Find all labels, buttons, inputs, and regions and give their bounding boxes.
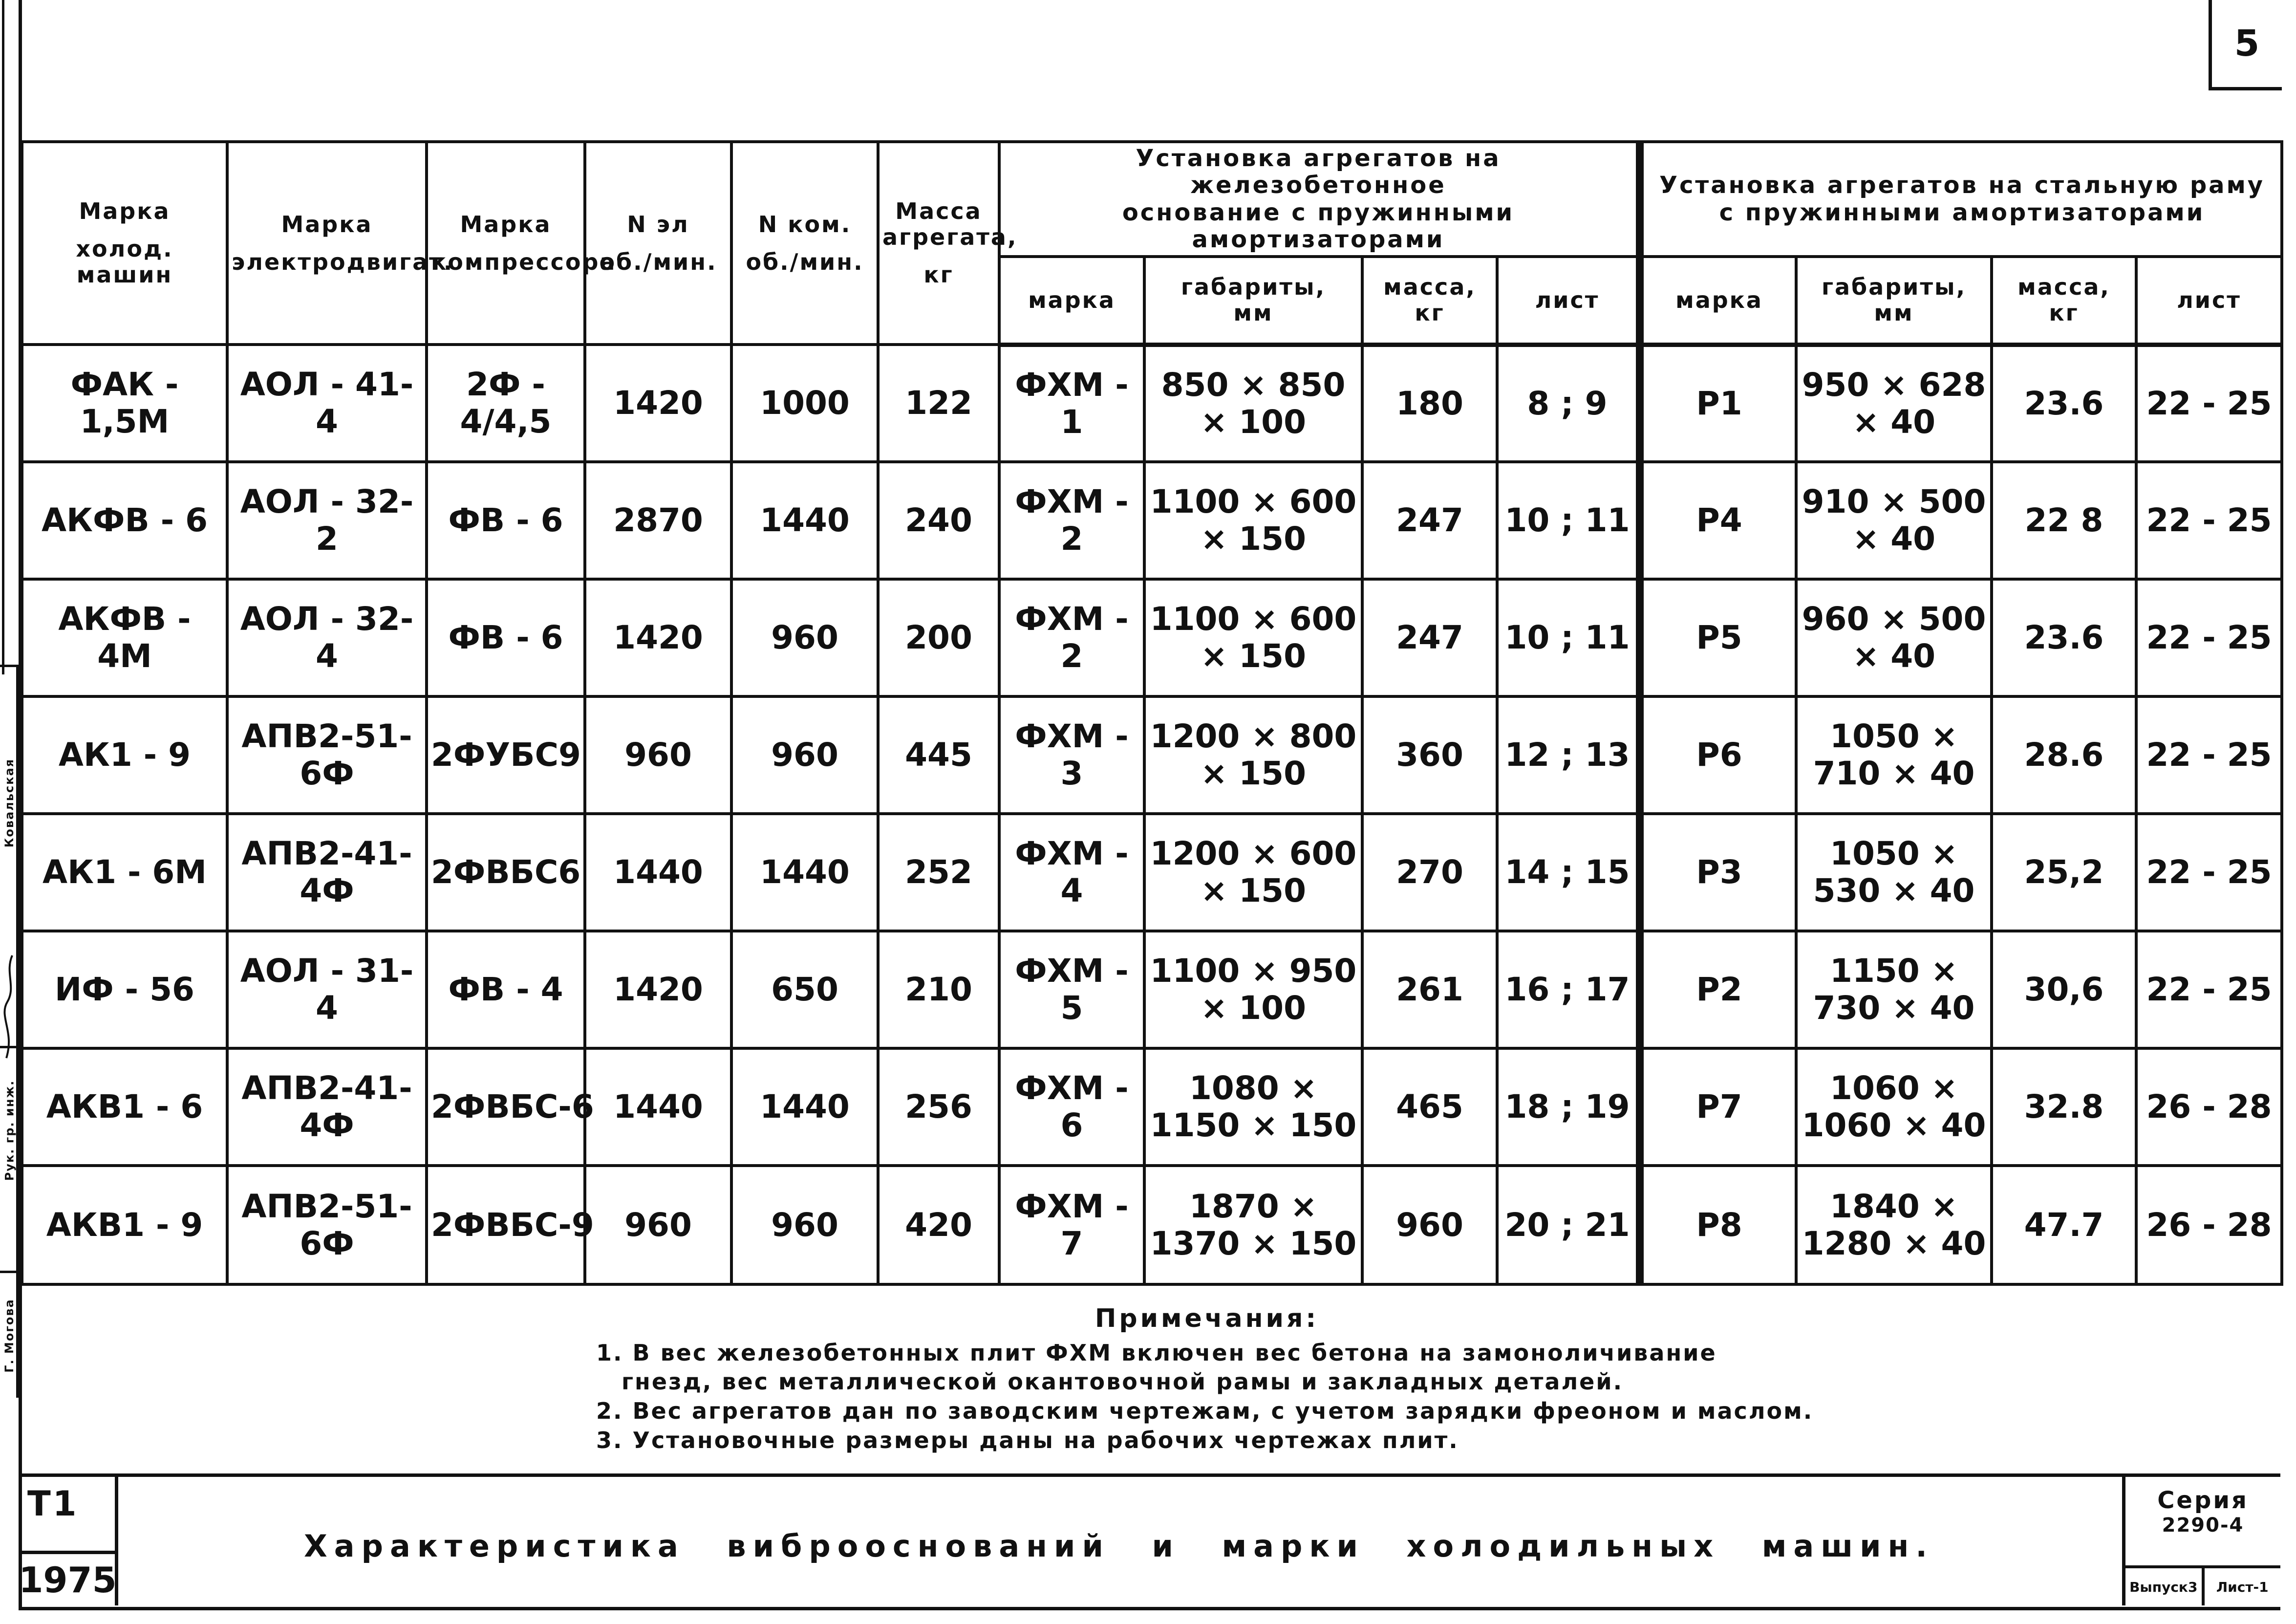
side-roles: Рук. гр. инж. — [2, 1080, 16, 1181]
subheader-concrete-mass: масса, кг — [1362, 257, 1497, 345]
side-approver: Г. Могова — [2, 1298, 17, 1373]
cell-n-el: 1420 — [585, 579, 731, 696]
header-brand-motor: Марка электродвигат. — [227, 142, 427, 345]
cell-compressor: ФВ - 4 — [427, 931, 585, 1048]
cell-concrete-dims: 1200 × 800 × 150 — [1144, 696, 1362, 814]
cell-mass: 252 — [878, 814, 999, 931]
cell-n-com: 960 — [731, 696, 878, 814]
cell-steel-brand: Р6 — [1640, 696, 1796, 814]
issue-sheet-row — [2125, 1565, 2280, 1605]
cell-mass: 420 — [878, 1166, 999, 1284]
cell-concrete-sheet: 18 ; 19 — [1497, 1048, 1640, 1166]
header-n-com: N ком. об./мин. — [731, 142, 878, 345]
cell-steel-brand: Р5 — [1640, 579, 1796, 696]
cell-steel-brand: Р2 — [1640, 931, 1796, 1048]
cell-concrete-sheet: 8 ; 9 — [1497, 345, 1640, 462]
subheader-concrete-dimensions: габариты, мм — [1144, 257, 1362, 345]
series-label: Серия — [2157, 1487, 2249, 1514]
cell-compressor: ФВ - 6 — [427, 462, 585, 579]
cell-steel-sheet: 22 - 25 — [2136, 696, 2282, 814]
cell-steel-mass: 22 8 — [1992, 462, 2136, 579]
cell-concrete-mass: 261 — [1362, 931, 1497, 1048]
cell-machine: АК1 - 6М — [22, 814, 227, 931]
cell-machine: АКВ1 - 9 — [22, 1166, 227, 1284]
cell-mass: 240 — [878, 462, 999, 579]
cell-steel-brand: Р1 — [1640, 345, 1796, 462]
cell-steel-mass: 30,6 — [1992, 931, 2136, 1048]
cell-compressor: 2ФВБС6 — [427, 814, 585, 931]
drawing-title: Характеристика виброоснований и марки холодильных машин. — [304, 1528, 1934, 1564]
cell-mass: 122 — [878, 345, 999, 462]
cell-steel-brand: Р7 — [1640, 1048, 1796, 1166]
issue-label: Выпуск3 — [2129, 1579, 2198, 1595]
cell-n-com: 1440 — [731, 814, 878, 931]
cell-n-el: 1420 — [585, 931, 731, 1048]
cell-steel-dims: 1050 × 530 × 40 — [1796, 814, 1992, 931]
characteristics-table — [21, 140, 2283, 1286]
cell-steel-mass: 25,2 — [1992, 814, 2136, 931]
cell-steel-mass: 23.6 — [1992, 579, 2136, 696]
cell-concrete-sheet: 14 ; 15 — [1497, 814, 1640, 931]
notes-block — [596, 1302, 1818, 1455]
cell-n-el: 1440 — [585, 1048, 731, 1166]
cell-concrete-mass: 270 — [1362, 814, 1497, 931]
cell-machine: ИФ - 56 — [22, 931, 227, 1048]
cell-machine: АКФВ - 4М — [22, 579, 227, 696]
cell-motor: АПВ2-51-6Ф — [227, 1166, 427, 1284]
cell-n-el: 1440 — [585, 814, 731, 931]
cell-motor: АОЛ - 41- 4 — [227, 345, 427, 462]
cell-concrete-mass: 465 — [1362, 1048, 1497, 1166]
cell-concrete-mass: 360 — [1362, 696, 1497, 814]
cell-machine: АКФВ - 6 — [22, 462, 227, 579]
cell-concrete-brand: ФХМ - 6 — [999, 1048, 1144, 1166]
subheader-steel-mass: масса, кг — [1992, 257, 2136, 345]
cell-n-el: 2870 — [585, 462, 731, 579]
cell-steel-sheet: 22 - 25 — [2136, 931, 2282, 1048]
cell-steel-mass: 28.6 — [1992, 696, 2136, 814]
side-roles-cell — [0, 1046, 19, 1212]
cell-n-com: 960 — [731, 1166, 878, 1284]
cell-steel-sheet: 22 - 25 — [2136, 462, 2282, 579]
table-row — [22, 814, 2282, 931]
cell-mass: 256 — [878, 1048, 999, 1166]
cell-mass: 445 — [878, 696, 999, 814]
subheader-steel-sheet: лист — [2136, 257, 2282, 345]
page-number: 5 — [2209, 0, 2282, 90]
signature-mark — [2, 953, 17, 1061]
note-line: 3. Установочные размеры даны на рабочих чертежах плит. — [596, 1427, 1459, 1453]
cell-steel-mass: 23.6 — [1992, 345, 2136, 462]
note-line: 2. Вес агрегатов дан по заводским чертежам, с учетом зарядки фреоном и маслом. — [596, 1398, 1814, 1425]
table-row — [22, 931, 2282, 1048]
cell-concrete-brand: ФХМ - 2 — [999, 579, 1144, 696]
cell-compressor: 2ФВБС-9 — [427, 1166, 585, 1284]
cell-concrete-brand: ФХМ - 7 — [999, 1166, 1144, 1284]
cell-n-el: 960 — [585, 696, 731, 814]
cell-concrete-brand: ФХМ - 5 — [999, 931, 1144, 1048]
cell-steel-mass: 47.7 — [1992, 1166, 2136, 1284]
cell-n-com: 650 — [731, 931, 878, 1048]
drawing-code: Т1 — [27, 1484, 79, 1524]
cell-steel-sheet: 26 - 28 — [2136, 1048, 2282, 1166]
cell-steel-mass: 32.8 — [1992, 1048, 2136, 1166]
cell-concrete-sheet: 20 ; 21 — [1497, 1166, 1640, 1284]
cell-compressor: 2ФУБС9 — [427, 696, 585, 814]
subheader-steel-brand: марка — [1640, 257, 1796, 345]
title-block-code — [21, 1477, 118, 1605]
cell-motor: АПВ2-41-4Ф — [227, 1048, 427, 1166]
table-row — [22, 579, 2282, 696]
cell-steel-dims: 1840 × 1280 × 40 — [1796, 1166, 1992, 1284]
cell-n-com: 1000 — [731, 345, 878, 462]
cell-concrete-mass: 247 — [1362, 462, 1497, 579]
cell-compressor: 2Ф - 4/4,5 — [427, 345, 585, 462]
cell-mass: 200 — [878, 579, 999, 696]
header-group-steel: Установка агрегатов на стальную раму с пружинными амортизаторами — [1640, 142, 2282, 257]
note-line: 1. В вес железобетонных плит ФХМ включен вес бетона на замоноличивание — [596, 1339, 1717, 1366]
cell-concrete-brand: ФХМ - 4 — [999, 814, 1144, 931]
table-row — [22, 462, 2282, 579]
cell-n-el: 960 — [585, 1166, 731, 1284]
cell-concrete-dims: 1100 × 950 × 100 — [1144, 931, 1362, 1048]
cell-n-com: 1440 — [731, 1048, 878, 1166]
subheader-concrete-brand: марка — [999, 257, 1144, 345]
side-author: Ковальская — [2, 758, 16, 847]
cell-n-com: 1440 — [731, 462, 878, 579]
cell-steel-dims: 1050 × 710 × 40 — [1796, 696, 1992, 814]
cell-compressor: ФВ - 6 — [427, 579, 585, 696]
table-row — [22, 696, 2282, 814]
cell-concrete-brand: ФХМ - 1 — [999, 345, 1144, 462]
cell-concrete-mass: 960 — [1362, 1166, 1497, 1284]
cell-mass: 210 — [878, 931, 999, 1048]
header-n-el: N эл об./мин. — [585, 142, 731, 345]
side-author-cell — [0, 665, 19, 938]
title-block — [21, 1473, 2280, 1605]
cell-concrete-sheet: 10 ; 11 — [1497, 462, 1640, 579]
table-row — [22, 1048, 2282, 1166]
cell-machine: АКВ1 - 6 — [22, 1048, 227, 1166]
cell-concrete-dims: 1870 × 1370 × 150 — [1144, 1166, 1362, 1284]
cell-steel-brand: Р3 — [1640, 814, 1796, 931]
cell-steel-sheet: 22 - 25 — [2136, 345, 2282, 462]
table-row — [22, 345, 2282, 462]
cell-motor: АПВ2-41-4Ф — [227, 814, 427, 931]
cell-concrete-dims: 1200 × 600 × 150 — [1144, 814, 1362, 931]
side-approver-cell — [0, 1271, 19, 1398]
cell-concrete-sheet: 16 ; 17 — [1497, 931, 1640, 1048]
cell-concrete-sheet: 10 ; 11 — [1497, 579, 1640, 696]
cell-motor: АПВ2-51-6Ф — [227, 696, 427, 814]
header-brand-machine: Марка холод. машин — [22, 142, 227, 345]
cell-n-com: 960 — [731, 579, 878, 696]
cell-machine: ФАК - 1,5М — [22, 345, 227, 462]
cell-concrete-brand: ФХМ - 3 — [999, 696, 1144, 814]
cell-machine: АК1 - 9 — [22, 696, 227, 814]
cell-n-el: 1420 — [585, 345, 731, 462]
cell-steel-brand: Р8 — [1640, 1166, 1796, 1284]
drawing-year: 1975 — [21, 1551, 115, 1605]
series-number: 2290-4 — [2162, 1514, 2244, 1537]
cell-motor: АОЛ - 32-2 — [227, 462, 427, 579]
cell-concrete-brand: ФХМ - 2 — [999, 462, 1144, 579]
cell-concrete-mass: 180 — [1362, 345, 1497, 462]
cell-steel-sheet: 26 - 28 — [2136, 1166, 2282, 1284]
cell-motor: АОЛ - 31-4 — [227, 931, 427, 1048]
header-brand-compressor: Марка компрессора — [427, 142, 585, 345]
subheader-steel-dimensions: габариты, мм — [1796, 257, 1992, 345]
cell-compressor: 2ФВБС-6 — [427, 1048, 585, 1166]
cell-steel-dims: 960 × 500 × 40 — [1796, 579, 1992, 696]
cell-steel-sheet: 22 - 25 — [2136, 579, 2282, 696]
frame-bottom-line — [19, 1607, 2280, 1610]
notes-title: Примечания: — [1094, 1304, 1319, 1333]
note-line: гнезд, вес металлической окантовочной рамы и закладных деталей. — [622, 1368, 1624, 1395]
subheader-concrete-sheet: лист — [1497, 257, 1640, 345]
sheet-label: Лист-1 — [2202, 1568, 2281, 1605]
cell-concrete-dims: 1080 × 1150 × 150 — [1144, 1048, 1362, 1166]
cell-steel-brand: Р4 — [1640, 462, 1796, 579]
cell-concrete-dims: 850 × 850 × 100 — [1144, 345, 1362, 462]
header-group-concrete: Установка агрегатов на железобетонное основание с пружинными амортизаторами — [999, 142, 1640, 257]
header-unit-mass: Масса агрегата, кг — [878, 142, 999, 345]
cell-steel-sheet: 22 - 25 — [2136, 814, 2282, 931]
cell-motor: АОЛ - 32-4 — [227, 579, 427, 696]
table-row — [22, 1166, 2282, 1284]
series-block — [2122, 1477, 2280, 1605]
cell-concrete-sheet: 12 ; 13 — [1497, 696, 1640, 814]
cell-steel-dims: 950 × 628 × 40 — [1796, 345, 1992, 462]
cell-concrete-dims: 1100 × 600 × 150 — [1144, 462, 1362, 579]
frame-outer-left-line — [2, 0, 4, 674]
cell-steel-dims: 1150 × 730 × 40 — [1796, 931, 1992, 1048]
cell-steel-dims: 1060 × 1060 × 40 — [1796, 1048, 1992, 1166]
cell-concrete-dims: 1100 × 600 × 150 — [1144, 579, 1362, 696]
cell-steel-dims: 910 × 500 × 40 — [1796, 462, 1992, 579]
cell-concrete-mass: 247 — [1362, 579, 1497, 696]
